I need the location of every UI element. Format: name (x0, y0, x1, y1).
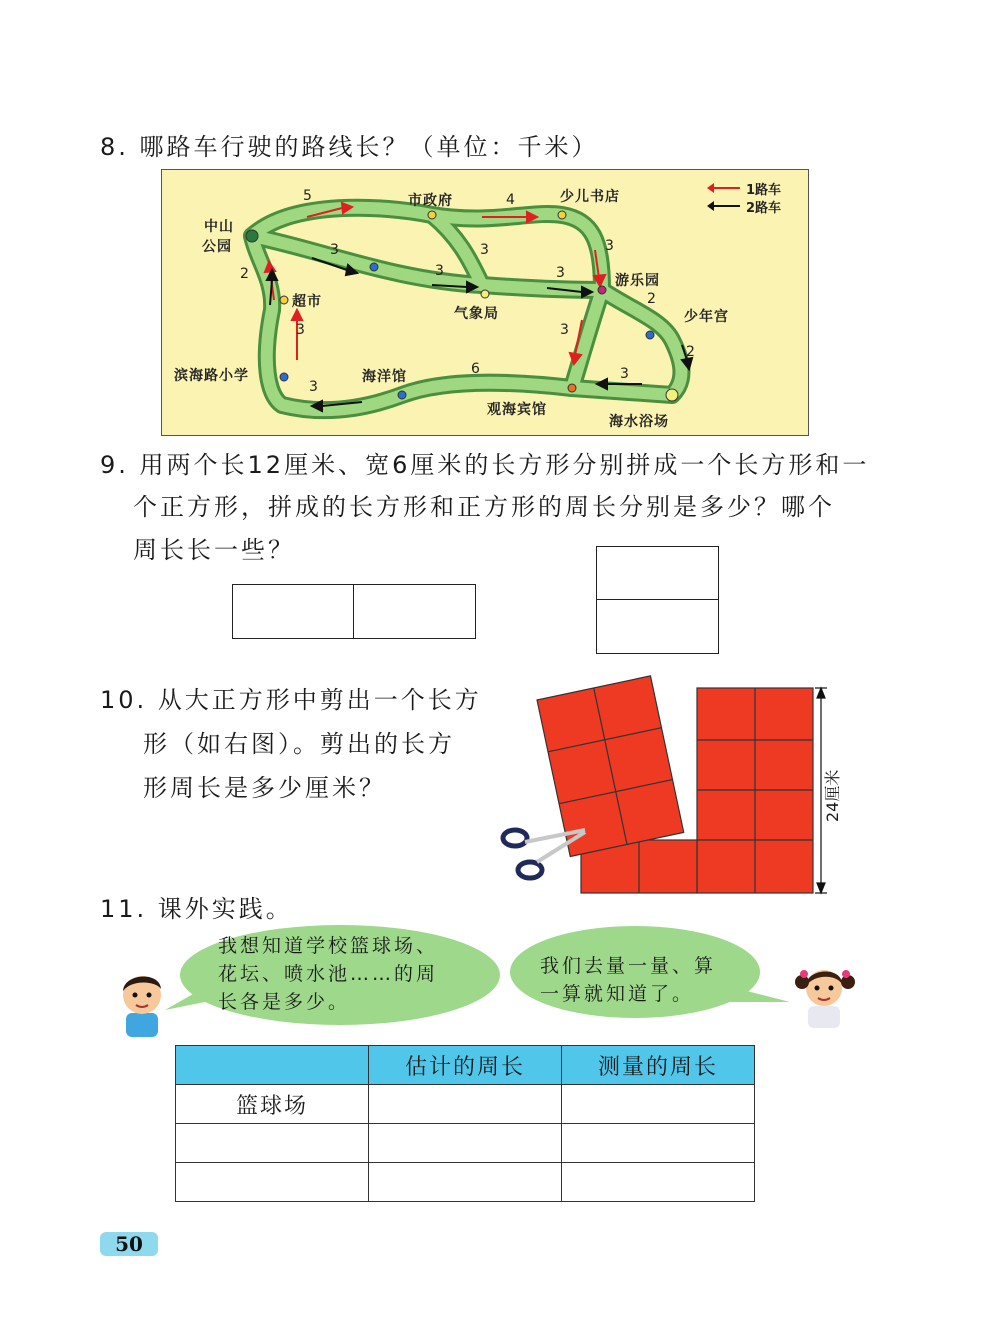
dist-15: 3 (309, 379, 318, 395)
bubble-right-line1: 我们去量一量、算 (540, 955, 717, 977)
dist-2: 4 (506, 192, 515, 208)
q9-line3: 周长长一些？ (133, 536, 295, 564)
boy-character-icon (112, 965, 172, 1040)
label-chaoshi: 超市 (292, 294, 322, 310)
q10-line3: 形周长是多少厘米？ (143, 774, 386, 802)
dist-12: 6 (471, 361, 480, 377)
dist-3: 3 (330, 242, 339, 258)
square-bottom-half (596, 599, 719, 654)
label-zhongshan-2: 公园 (202, 239, 232, 255)
label-qixiangju: 气象局 (454, 306, 499, 322)
bubble-left-line1: 我想知道学校篮球场、 (218, 935, 439, 957)
rectangle-right-half (353, 584, 476, 639)
label-haiyangguan: 海洋馆 (362, 369, 407, 385)
bubble-left-line2: 花坛、喷水池……的周 (218, 963, 439, 985)
perimeter-table (175, 1045, 755, 1202)
bubble-right-line2: 一算就知道了。 (540, 983, 695, 1005)
legend-route2: 2路车 (746, 201, 782, 216)
label-zhongshan-1: 中山 (204, 219, 234, 235)
table-header-cell (176, 1046, 369, 1085)
q10-line2: 形（如右图）。剪出的长方 (143, 730, 455, 758)
dist-7: 3 (556, 265, 565, 281)
table-cell[interactable] (176, 1124, 369, 1163)
q8-text: 8. 哪路车行驶的路线长？（单位：千米） (100, 133, 599, 161)
dist-4: 3 (480, 242, 489, 258)
q9-line2: 个正方形，拼成的长方形和正方形的周长分别是多少？哪个 (133, 493, 835, 521)
dist-10: 3 (296, 322, 305, 338)
table-cell[interactable] (369, 1163, 562, 1202)
dist-14: 2 (686, 344, 695, 360)
square-top-half (596, 546, 719, 601)
table-cell[interactable]: 篮球场 (176, 1085, 369, 1124)
table-cell[interactable] (562, 1163, 755, 1202)
table-cell[interactable] (562, 1085, 755, 1124)
label-shizhengfu: 市政府 (408, 193, 453, 209)
legend-route1: 1路车 (746, 183, 782, 198)
label-shaoershudian: 少儿书店 (560, 189, 620, 205)
dist-13: 3 (620, 366, 629, 382)
table-header-cell: 估计的周长 (369, 1046, 562, 1085)
table-header-row (176, 1046, 755, 1085)
dist-1: 5 (303, 188, 312, 204)
cut-square-figure (495, 660, 855, 900)
table-cell[interactable] (369, 1085, 562, 1124)
table-row (176, 1163, 755, 1202)
table-row (176, 1124, 755, 1163)
bubble-right-text (540, 952, 716, 1008)
q9-line1: 9. 用两个长12厘米、宽6厘米的长方形分别拼成一个长方形和一 (100, 451, 870, 479)
label-haishuiyuchang: 海水浴场 (609, 414, 669, 430)
dimension-label: 24厘米 (823, 769, 842, 822)
table-cell[interactable] (562, 1124, 755, 1163)
girl-character-icon (790, 960, 860, 1030)
label-shaoniangong: 少年宫 (684, 309, 729, 325)
bubble-left-text (218, 932, 438, 1016)
dist-8: 2 (240, 266, 249, 282)
dist-11: 3 (560, 322, 569, 338)
dist-6: 3 (435, 263, 444, 279)
q10-line1: 10. 从大正方形中剪出一个长方 (100, 686, 482, 714)
label-guanhaibinguan: 观海宾馆 (487, 402, 547, 418)
table-header-cell: 测量的周长 (562, 1046, 755, 1085)
bubble-left-line3: 长各是多少。 (218, 991, 351, 1013)
table-row (176, 1085, 755, 1124)
dist-9: 2 (647, 291, 656, 307)
label-binhailu: 滨海路小学 (174, 368, 249, 384)
table-cell[interactable] (176, 1163, 369, 1202)
q11-title: 11. 课外实践。 (100, 895, 293, 923)
label-youleyuan: 游乐园 (615, 273, 660, 289)
rectangle-left-half (232, 584, 355, 639)
route-map (161, 169, 809, 436)
page-number: 50 (100, 1232, 158, 1256)
dist-5: 3 (605, 238, 614, 254)
table-cell[interactable] (369, 1124, 562, 1163)
